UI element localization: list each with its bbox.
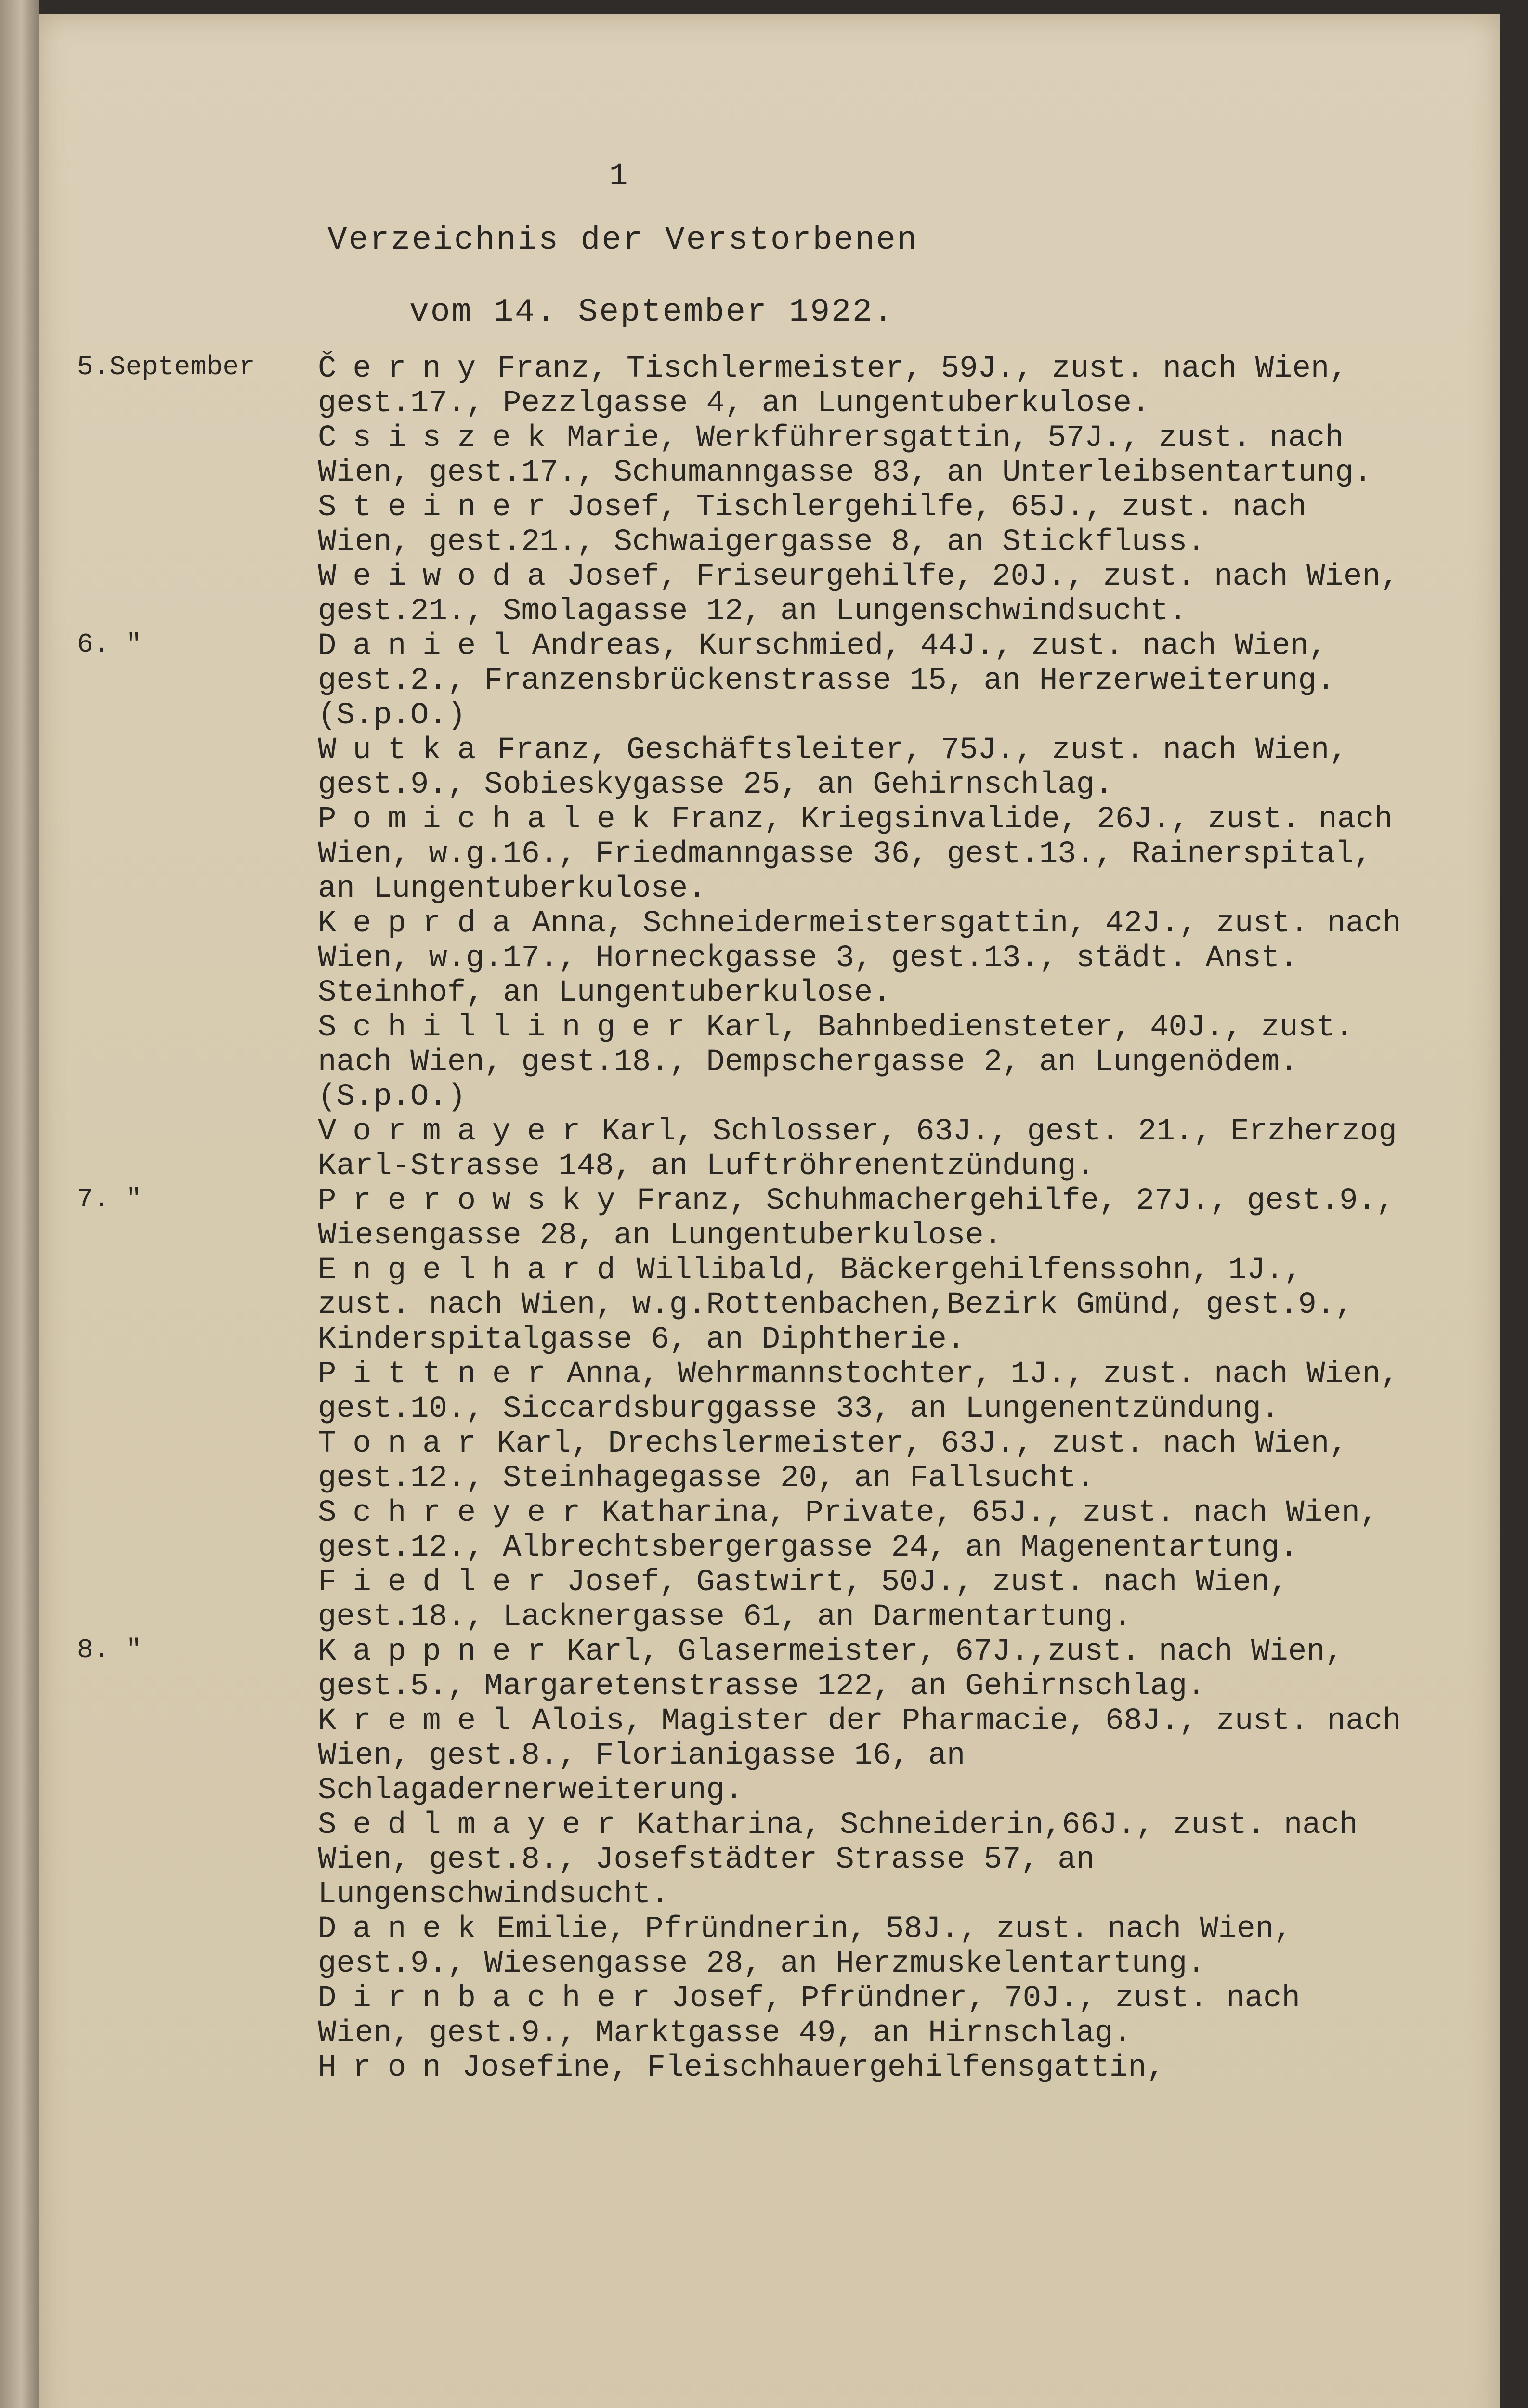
register-entry <box>39 421 1500 490</box>
entry-text: Andreas, Kurschmied, 44J., zust. nach Wien, gest.2., Franzensbrückenstrasse 15, an Herzerweiterung.(S.p.O.) <box>318 629 1346 733</box>
entry-surname: Schreyer <box>318 1496 597 1531</box>
entry-surname: Engelhard <box>318 1253 632 1288</box>
register-entry <box>39 802 1500 906</box>
register-entry <box>39 1981 1500 2051</box>
entry-surname: Csiszek <box>318 421 562 456</box>
entry-date: 6. " <box>77 629 142 660</box>
entry-text: Anna, Schneidermeistersgattin, 42J., zust. nach Wien, w.g.17., Horneckgasse 3, gest.13., städt. Anst. Steinhof, an Lungentuberkulose. <box>318 906 1420 1010</box>
entry-surname: Weiwoda <box>318 560 562 594</box>
entry-surname: Černy <box>318 352 493 386</box>
entry-surname: Schillinger <box>318 1010 702 1045</box>
register-entry <box>39 1912 1500 1981</box>
register-entry <box>39 1496 1500 1565</box>
register-entry <box>39 906 1500 1010</box>
entry-date: 5.September <box>77 352 255 382</box>
entry-surname: Prerowsky <box>318 1184 632 1218</box>
entry-text: Katharina, Schneiderin,66J., zust. nach Wien, gest.8., Josefstädter Strasse 57, an Lungenschwindsucht. <box>318 1808 1376 1912</box>
register-entry <box>39 1635 1500 1704</box>
entry-text: Karl, Drechslermeister, 63J., zust. nach Wien, gest.12., Steinhagegasse 20, an Fallsucht. <box>318 1426 1367 1496</box>
entry-text: Willibald, Bäckergehilfenssohn, 1J., zust. nach Wien, w.g.Rottenbachen,Bezirk Gmünd, gest.9., Kinderspitalgasse 6, an Diphtherie. <box>318 1253 1372 1357</box>
entry-surname: Kremel <box>318 1704 527 1739</box>
entry-surname: Sedlmayer <box>318 1808 632 1843</box>
entry-surname: Vormayer <box>318 1114 597 1149</box>
entry-date: 8. " <box>77 1635 142 1665</box>
entry-text: Karl, Bahnbediensteter, 40J., zust. nach Wien, gest.18., Dempschergasse 2, an Lungenödem.(S.p.O.) <box>318 1010 1372 1114</box>
entry-text: Katharina, Private, 65J., zust. nach Wien, gest.12., Albrechtsbergergasse 24, an Magenentartung. <box>318 1496 1397 1565</box>
register-entry <box>39 733 1500 802</box>
entry-date: 7. " <box>77 1184 142 1215</box>
register-entry <box>39 1808 1500 1912</box>
entry-surname: Pomichalek <box>318 802 667 837</box>
entry-text: Franz, Tischlermeister, 59J., zust. nach Wien, gest.17., Pezzlgasse 4, an Lungentuberkulose. <box>318 352 1367 421</box>
page-number: 1 <box>609 159 628 194</box>
entry-text: Josef, Friseurgehilfe, 20J., zust. nach Wien, gest.21., Smolagasse 12, an Lungenschwindsucht. <box>318 560 1418 629</box>
register-entry <box>39 1184 1500 1253</box>
entry-text: Franz, Schuhmachergehilfe, 27J., gest.9., Wiesengasse 28, an Lungentuberkulose. <box>318 1184 1413 1253</box>
register-entry <box>39 1565 1500 1635</box>
document-title: Verzeichnis der Verstorbenen <box>327 222 918 259</box>
death-register-list <box>39 352 1500 2085</box>
register-entry <box>39 2051 1500 2085</box>
entry-surname: Daniel <box>318 629 527 664</box>
register-entry <box>39 1114 1500 1184</box>
document-subtitle: vom 14. September 1922. <box>409 294 895 331</box>
entry-surname: Steiner <box>318 490 562 525</box>
entry-surname: Tonar <box>318 1426 493 1461</box>
entry-text: Anna, Wehrmannstochter, 1J., zust. nach Wien, gest.10., Siccardsburggasse 33, an Lungenentzündung. <box>318 1357 1418 1426</box>
entry-surname: Fiedler <box>318 1565 562 1600</box>
entry-surname: Danek <box>318 1912 493 1947</box>
entry-text: Karl, Schlosser, 63J., gest. 21., Erzherzog Karl-Strasse 148, an Luftröhrenentzündung. <box>318 1114 1416 1184</box>
entry-text: Marie, Werkführersgattin, 57J., zust. nach Wien, gest.17., Schumanngasse 83, an Unterleibsentartung. <box>318 421 1372 490</box>
entry-surname: Wutka <box>318 733 493 768</box>
entry-text: Franz, Kriegsinvalide, 26J., zust. nach Wien, w.g.16., Friedmanngasse 36, gest.13., Rainerspital, an Lungentuberkulose. <box>318 802 1411 906</box>
entry-surname: Kappner <box>318 1635 562 1669</box>
register-entry <box>39 1426 1500 1496</box>
register-entry <box>39 352 1500 421</box>
register-entry <box>39 1010 1500 1114</box>
entry-text: Josef, Tischlergehilfe, 65J., zust. nach Wien, gest.21., Schwaigergasse 8, an Stickfluss. <box>318 490 1325 560</box>
entry-text: Alois, Magister der Pharmacie, 68J., zust. nach Wien, gest.8., Florianigasse 16, an Schlagadernerweiterung. <box>318 1704 1420 1808</box>
entry-surname: Hron <box>318 2051 457 2085</box>
entry-text: Karl, Glasermeister, 67J.,zust. nach Wien, gest.5., Margaretenstrasse 122, an Gehirnschlag. <box>318 1635 1362 1704</box>
entry-text: Franz, Geschäftsleiter, 75J., zust. nach Wien, gest.9., Sobieskygasse 25, an Gehirnschlag. <box>318 733 1367 802</box>
previous-page-edge <box>0 0 39 2408</box>
register-entry <box>39 1704 1500 1808</box>
register-entry <box>39 629 1500 733</box>
entry-text: Josefine, Fleischhauergehilfensgattin, <box>462 2051 1165 2085</box>
register-entry <box>39 490 1500 560</box>
entry-text: Emilie, Pfründnerin, 58J., zust. nach Wien, gest.9., Wiesengasse 28, an Herzmuskelentartung. <box>318 1912 1311 1981</box>
register-entry <box>39 1357 1500 1426</box>
entry-text: Josef, Gastwirt, 50J., zust. nach Wien, gest.18., Lacknergasse 61, an Darmentartung. <box>318 1565 1307 1635</box>
register-entry <box>39 560 1500 629</box>
entry-surname: Pittner <box>318 1357 562 1392</box>
entry-surname: Keprda <box>318 906 527 941</box>
document-page <box>39 14 1500 2408</box>
register-entry <box>39 1253 1500 1357</box>
entry-surname: Dirnbacher <box>318 1981 667 2016</box>
entry-text: Josef, Pfründner, 70J., zust. nach Wien, gest.9., Marktgasse 49, an Hirnschlag. <box>318 1981 1319 2051</box>
